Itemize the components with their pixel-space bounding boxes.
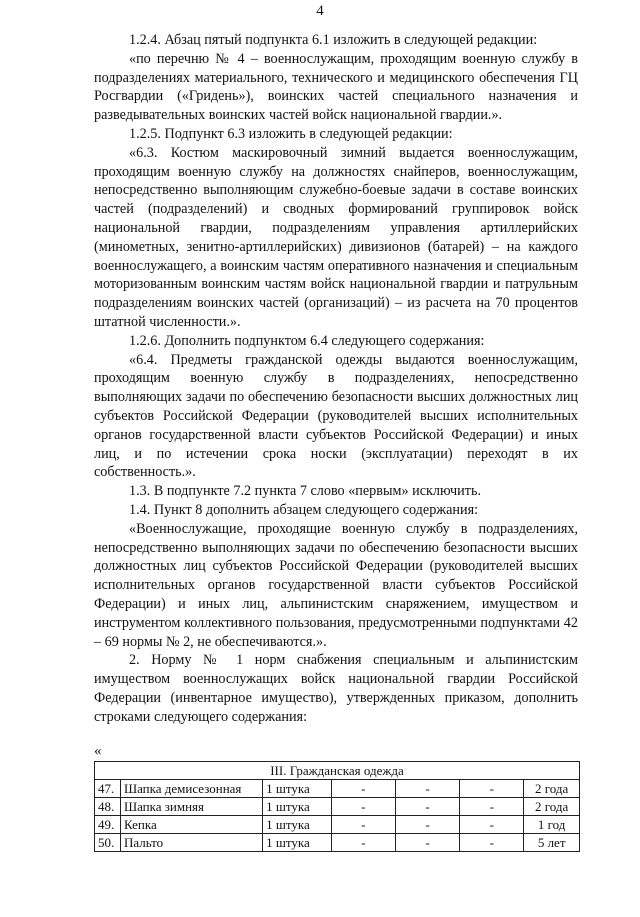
paragraph-point-8-quote: «Военнослужащие, проходящие военную службу в подразделениях, непосредственно выполняющих задачи по обеспечению безопасности высших должностных лиц субъектов Российской Федерации (руководителей высших исполнительных органов государственной власти субъектов Российской Федерации) и иных лиц, альпинистским снаряжением, имуществом и инструментом коллективного пользования, предусмотренными подпунктами 42 – 69 нормы № 2, не обеспечиваются.».: [94, 520, 578, 650]
table-section-title: III. Гражданская одежда: [95, 762, 580, 780]
document-body: [94, 31, 578, 726]
item-cell: -: [395, 780, 459, 798]
paragraph-1-4: 1.4. Пункт 8 дополнить абзацем следующего содержания:: [129, 501, 479, 518]
paragraph-1-2-6: 1.2.6. Дополнить подпунктом 6.4 следующего содержания:: [129, 332, 485, 349]
item-term: 2 года: [524, 798, 580, 816]
paragraph-6-4-quote: «6.4. Предметы гражданской одежды выдаются военнослужащим, проходящим военную службу в подразделениях, непосредственно выполняющих задачи по обеспечению безопасности высших должностных лиц субъектов Российской Федерации (руководителей высших исполнительных органов государственной власти субъектов Российской Федерации) и иных лиц, и по истечении срока носки (эксплуатации) переходят в их собственность.».: [94, 351, 578, 481]
item-cell: -: [331, 834, 395, 852]
supply-table: [94, 761, 580, 852]
paragraph-1-3: 1.3. В подпункте 7.2 пункта 7 слово «первым» исключить.: [129, 483, 481, 500]
row-number: 48.: [95, 798, 121, 816]
table-row: [95, 780, 580, 798]
item-name: Шапка демисезонная: [120, 780, 262, 798]
item-term: 5 лет: [524, 834, 580, 852]
item-cell: -: [395, 798, 459, 816]
page-number: 4: [316, 3, 324, 19]
item-cell: -: [331, 780, 395, 798]
item-cell: -: [460, 816, 524, 834]
item-cell: -: [331, 798, 395, 816]
item-quantity: 1 штука: [263, 798, 332, 816]
item-quantity: 1 штука: [263, 834, 332, 852]
table-row: [95, 798, 580, 816]
item-name: Пальто: [120, 834, 262, 852]
table-row: [95, 816, 580, 834]
paragraph-2: 2. Норму № 1 норм снабжения специальным и альпинистским имуществом военнослужащих войск национальной гвардии Российской Федерации (инвентарное имущество), утвержденных приказом, дополнить строками следующего содержания:: [94, 652, 578, 725]
item-term: 2 года: [524, 780, 580, 798]
row-number: 50.: [95, 834, 121, 852]
item-cell: -: [460, 834, 524, 852]
paragraph-6-3-quote: «6.3. Костюм маскировочный зимний выдается военнослужащим, проходящим военную службу на должностях снайперов, военнослужащим, непосредственно выполняющим служебно-боевые задачи в составе воинских частей (подразделений) и сводных формирований группировок войск национальной гвардии, подразделениям управления артиллерийских (минометных, зенитно-артиллерийских) дивизионов (батарей) – на каждого военнослужащего, а воинским частям оперативного назначения и специальным моторизованным воинским частям войск национальной гвардии и патрульным подразделениям воинских частей (организаций) – из расчета на 70 процентов штатной численности.».: [94, 144, 578, 330]
item-quantity: 1 штука: [263, 780, 332, 798]
item-name: Кепка: [120, 816, 262, 834]
table-section-row: [95, 762, 580, 780]
table-row: [95, 834, 580, 852]
item-cell: -: [460, 780, 524, 798]
item-cell: -: [395, 816, 459, 834]
row-number: 49.: [95, 816, 121, 834]
item-cell: -: [331, 816, 395, 834]
item-name: Шапка зимняя: [120, 798, 262, 816]
paragraph-list-4-quote: «по перечню № 4 – военнослужащим, проходящим военную службу в подразделениях материального, технического и медицинского обеспечения ГЦ Росгвардии («Гридень»), воинских частей специального назначения и разведывательных воинских частей войск национальной гвардии.».: [94, 50, 578, 124]
open-quote-mark: «: [94, 743, 102, 759]
paragraph-1-2-4: 1.2.4. Абзац пятый подпункта 6.1 изложить в следующей редакции:: [129, 32, 538, 48]
item-term: 1 год: [524, 816, 580, 834]
row-number: 47.: [95, 780, 121, 798]
paragraph-1-2-5: 1.2.5. Подпункт 6.3 изложить в следующей редакции:: [129, 125, 453, 142]
item-quantity: 1 штука: [263, 816, 332, 834]
item-cell: -: [395, 834, 459, 852]
item-cell: -: [460, 798, 524, 816]
